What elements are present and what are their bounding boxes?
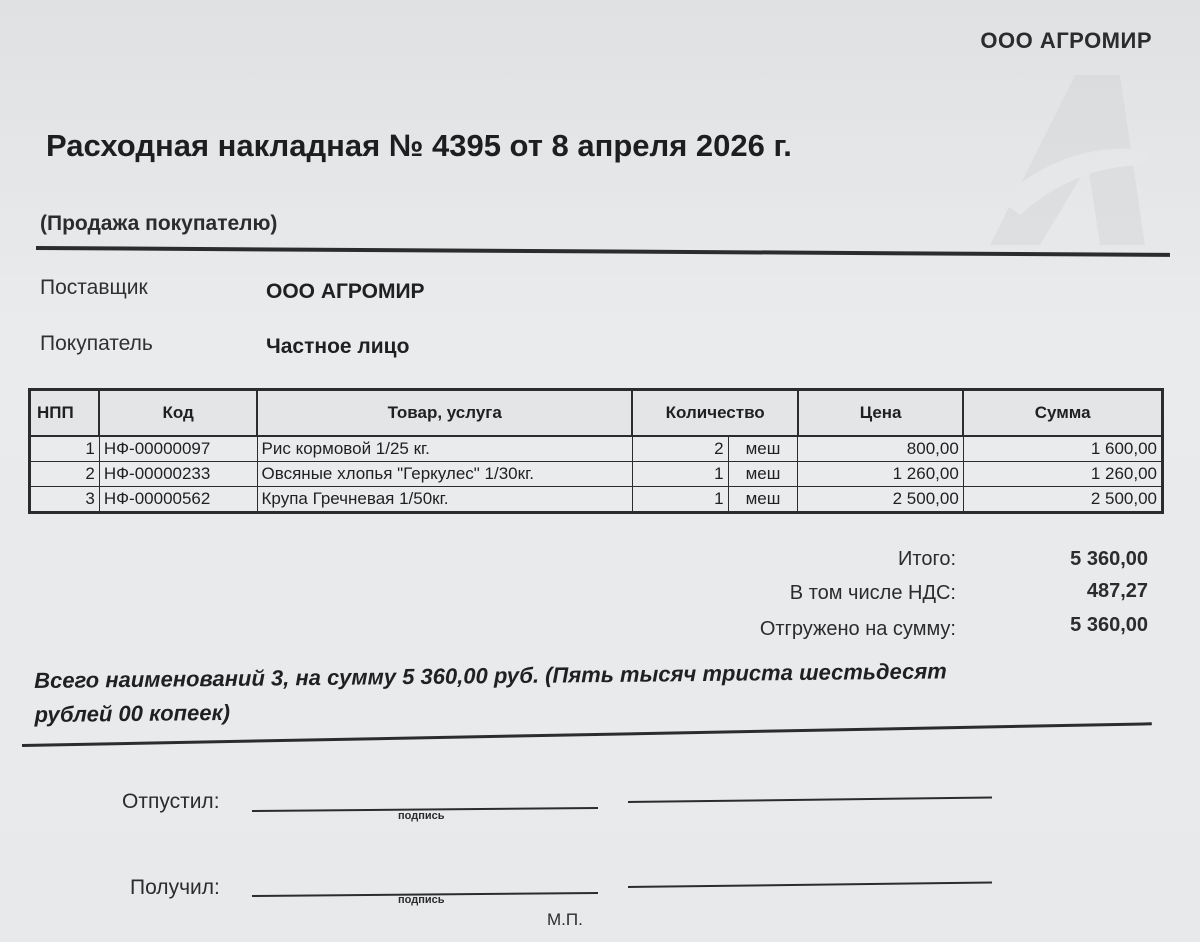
stamp-place-label: М.П. [547,910,583,929]
row-unit: меш [728,462,798,487]
row-sum: 1 600,00 [963,436,1162,462]
released-signature-hint: подпись [398,810,445,822]
buyer-value: Частное лицо [266,335,410,358]
table-row [30,436,1163,462]
row-product: Рис кормовой 1/25 кг. [257,436,632,462]
table-header-row [30,390,1163,437]
row-price: 800,00 [798,436,963,462]
supplier-value: ООО АГРОМИР [266,280,425,303]
shipped-value: 5 360,00 [1070,614,1148,636]
row-npp: 2 [30,462,100,487]
row-price: 2 500,00 [798,487,963,513]
company-name-top: ООО АГРОМИР [980,28,1152,53]
buyer-label: Покупатель [40,332,153,355]
released-name-line [628,797,992,803]
header-npp: НПП [30,390,100,437]
header-code: Код [99,390,257,437]
header-price: Цена [798,390,963,437]
row-sum: 1 260,00 [963,462,1162,487]
row-code: НФ-00000097 [99,436,257,462]
summary-line-2: рублей 00 копеек) [34,699,231,727]
header-product: Товар, услуга [257,390,632,437]
received-name-line [628,882,992,888]
row-product: Крупа Гречневая 1/50кг. [257,487,632,513]
supplier-label: Поставщик [40,276,148,299]
table-row [30,487,1163,513]
row-npp: 3 [30,487,100,513]
summary-line-1: Всего наименований 3, на сумму 5 360,00 руб. (Пять тысяч триста шестьдесят [34,658,947,693]
row-product: Овсяные хлопья "Геркулес" 1/30кг. [257,462,632,487]
row-npp: 1 [30,436,100,462]
vat-label: В том числе НДС: [789,582,956,604]
invoice-subtitle: (Продажа покупателю) [40,212,278,235]
row-code: НФ-00000233 [99,462,257,487]
total-value: 5 360,00 [1070,548,1148,570]
total-label: Итого: [898,548,956,570]
row-unit: меш [728,487,798,513]
header-quantity: Количество [632,390,798,437]
row-price: 1 260,00 [798,462,963,487]
row-qty: 1 [632,487,728,513]
goods-table [28,388,1164,514]
amount-in-words [34,653,1115,732]
row-sum: 2 500,00 [963,487,1162,513]
table-row [30,462,1163,487]
vat-value: 487,27 [1086,580,1148,602]
header-sum: Сумма [963,390,1162,437]
row-unit: меш [728,436,798,462]
released-by-label: Отпустил: [122,790,220,813]
row-qty: 2 [632,436,728,462]
received-signature-hint: подпись [398,894,445,906]
row-qty: 1 [632,462,728,487]
agromir-logo-icon [980,70,1150,250]
received-by-label: Получил: [130,876,220,899]
row-code: НФ-00000562 [99,487,257,513]
shipped-label: Отгружено на сумму: [759,618,956,640]
invoice-title: Расходная накладная № 4395 от 8 апреля 2026 г. [46,128,792,163]
